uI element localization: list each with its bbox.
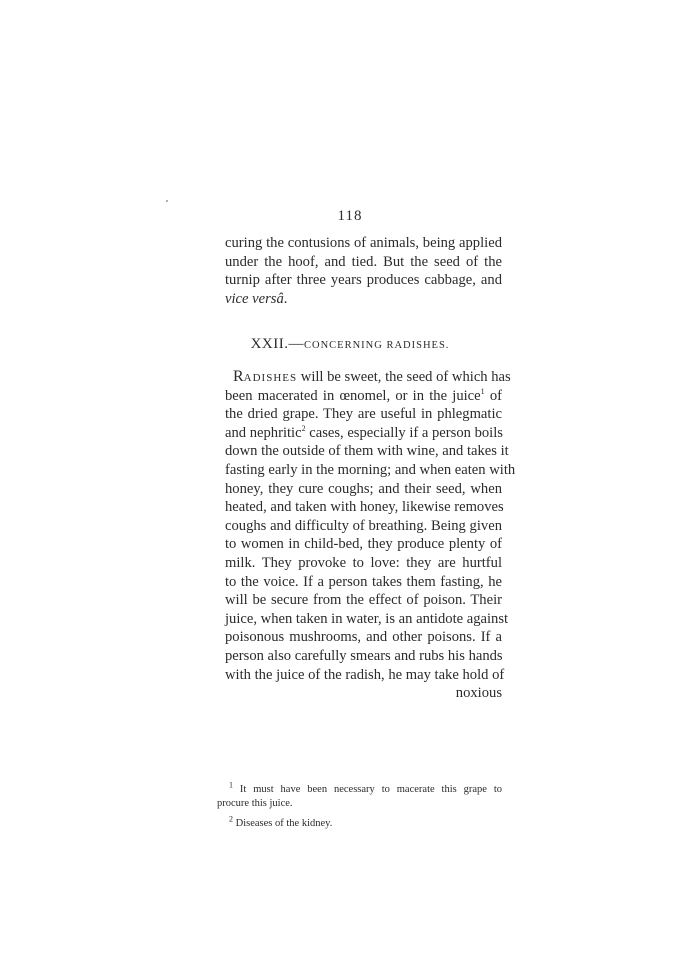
- text-line: [225, 368, 511, 387]
- page-number: 118: [337, 208, 363, 224]
- text-fragment: .: [283, 290, 288, 307]
- text-line: curing the contusions of animals, being applied: [225, 235, 502, 251]
- main-paragraph: [225, 368, 516, 703]
- paper-speck: [166, 200, 168, 202]
- italic-phrase: vice versâ: [225, 290, 284, 307]
- text-line: juice, when taken in water, is an antidote against: [225, 610, 509, 627]
- text-fragment: will be sweet, the seed of which has: [297, 369, 511, 385]
- text-line: [225, 424, 502, 443]
- text-line: [225, 387, 502, 406]
- text-line: honey, they cure coughs; and their seed, when: [225, 480, 502, 497]
- heading-title: CONCERNING RADISHES.: [303, 340, 450, 351]
- text-line: to the voice. If a person takes them fasting, he: [225, 573, 502, 590]
- text-line: [225, 290, 502, 309]
- text-line: under the hoof, and tied. But the seed of the: [225, 253, 502, 270]
- text-fragment: of: [484, 387, 502, 404]
- text-line: poisonous mushrooms, and other poisons. If a: [225, 629, 502, 646]
- footnote-1-continuation: procure this juice.: [217, 798, 293, 809]
- small-caps-word: ADISHES: [243, 372, 298, 384]
- text-line: down the outside of them with wine, and takes it: [225, 443, 509, 460]
- text-line: turnip after three years produces cabbage, and: [225, 272, 502, 289]
- footnote-2: [217, 814, 502, 831]
- text-fragment: cases, especially if a person boils: [305, 424, 503, 441]
- heading-number: XXII.—: [250, 336, 304, 352]
- footnote-marker: 1: [229, 780, 233, 790]
- text-line: heated, and taken with honey, likewise removes: [225, 499, 504, 516]
- footnotes: [217, 780, 502, 831]
- text-line: will be secure from the effect of poison. Their: [225, 592, 502, 609]
- small-caps-initial: R: [233, 368, 244, 385]
- footnote-marker: 2: [229, 814, 233, 824]
- text-fragment: been macerated in œnomel, or in the juice: [225, 387, 481, 404]
- text-line: the dried grape. They are useful in phlegmatic: [225, 406, 502, 423]
- footnote-marker: 1: [480, 386, 485, 396]
- text-line: with the juice of the radish, he may take hold of: [225, 666, 505, 683]
- footnote-text: Diseases of the kidney.: [235, 818, 333, 829]
- text-fragment: and nephritic: [225, 424, 302, 441]
- section-heading: [0, 336, 700, 353]
- footnote-1: [217, 780, 502, 797]
- footnote-text: It must have been necessary to macerate this grape to: [239, 784, 502, 795]
- text-line: fasting early in the morning; and when eaten with: [225, 461, 516, 478]
- text-line: coughs and difficulty of breathing. Being given: [225, 517, 502, 534]
- opening-text: [225, 234, 502, 308]
- text-line: milk. They provoke to love: they are hurtful: [225, 554, 502, 571]
- text-line: person also carefully smears and rubs his hands: [225, 647, 503, 664]
- text-line: to women in child-bed, they produce plenty of: [225, 536, 502, 553]
- catchword: noxious: [455, 685, 502, 702]
- footnote-marker: 2: [301, 423, 306, 433]
